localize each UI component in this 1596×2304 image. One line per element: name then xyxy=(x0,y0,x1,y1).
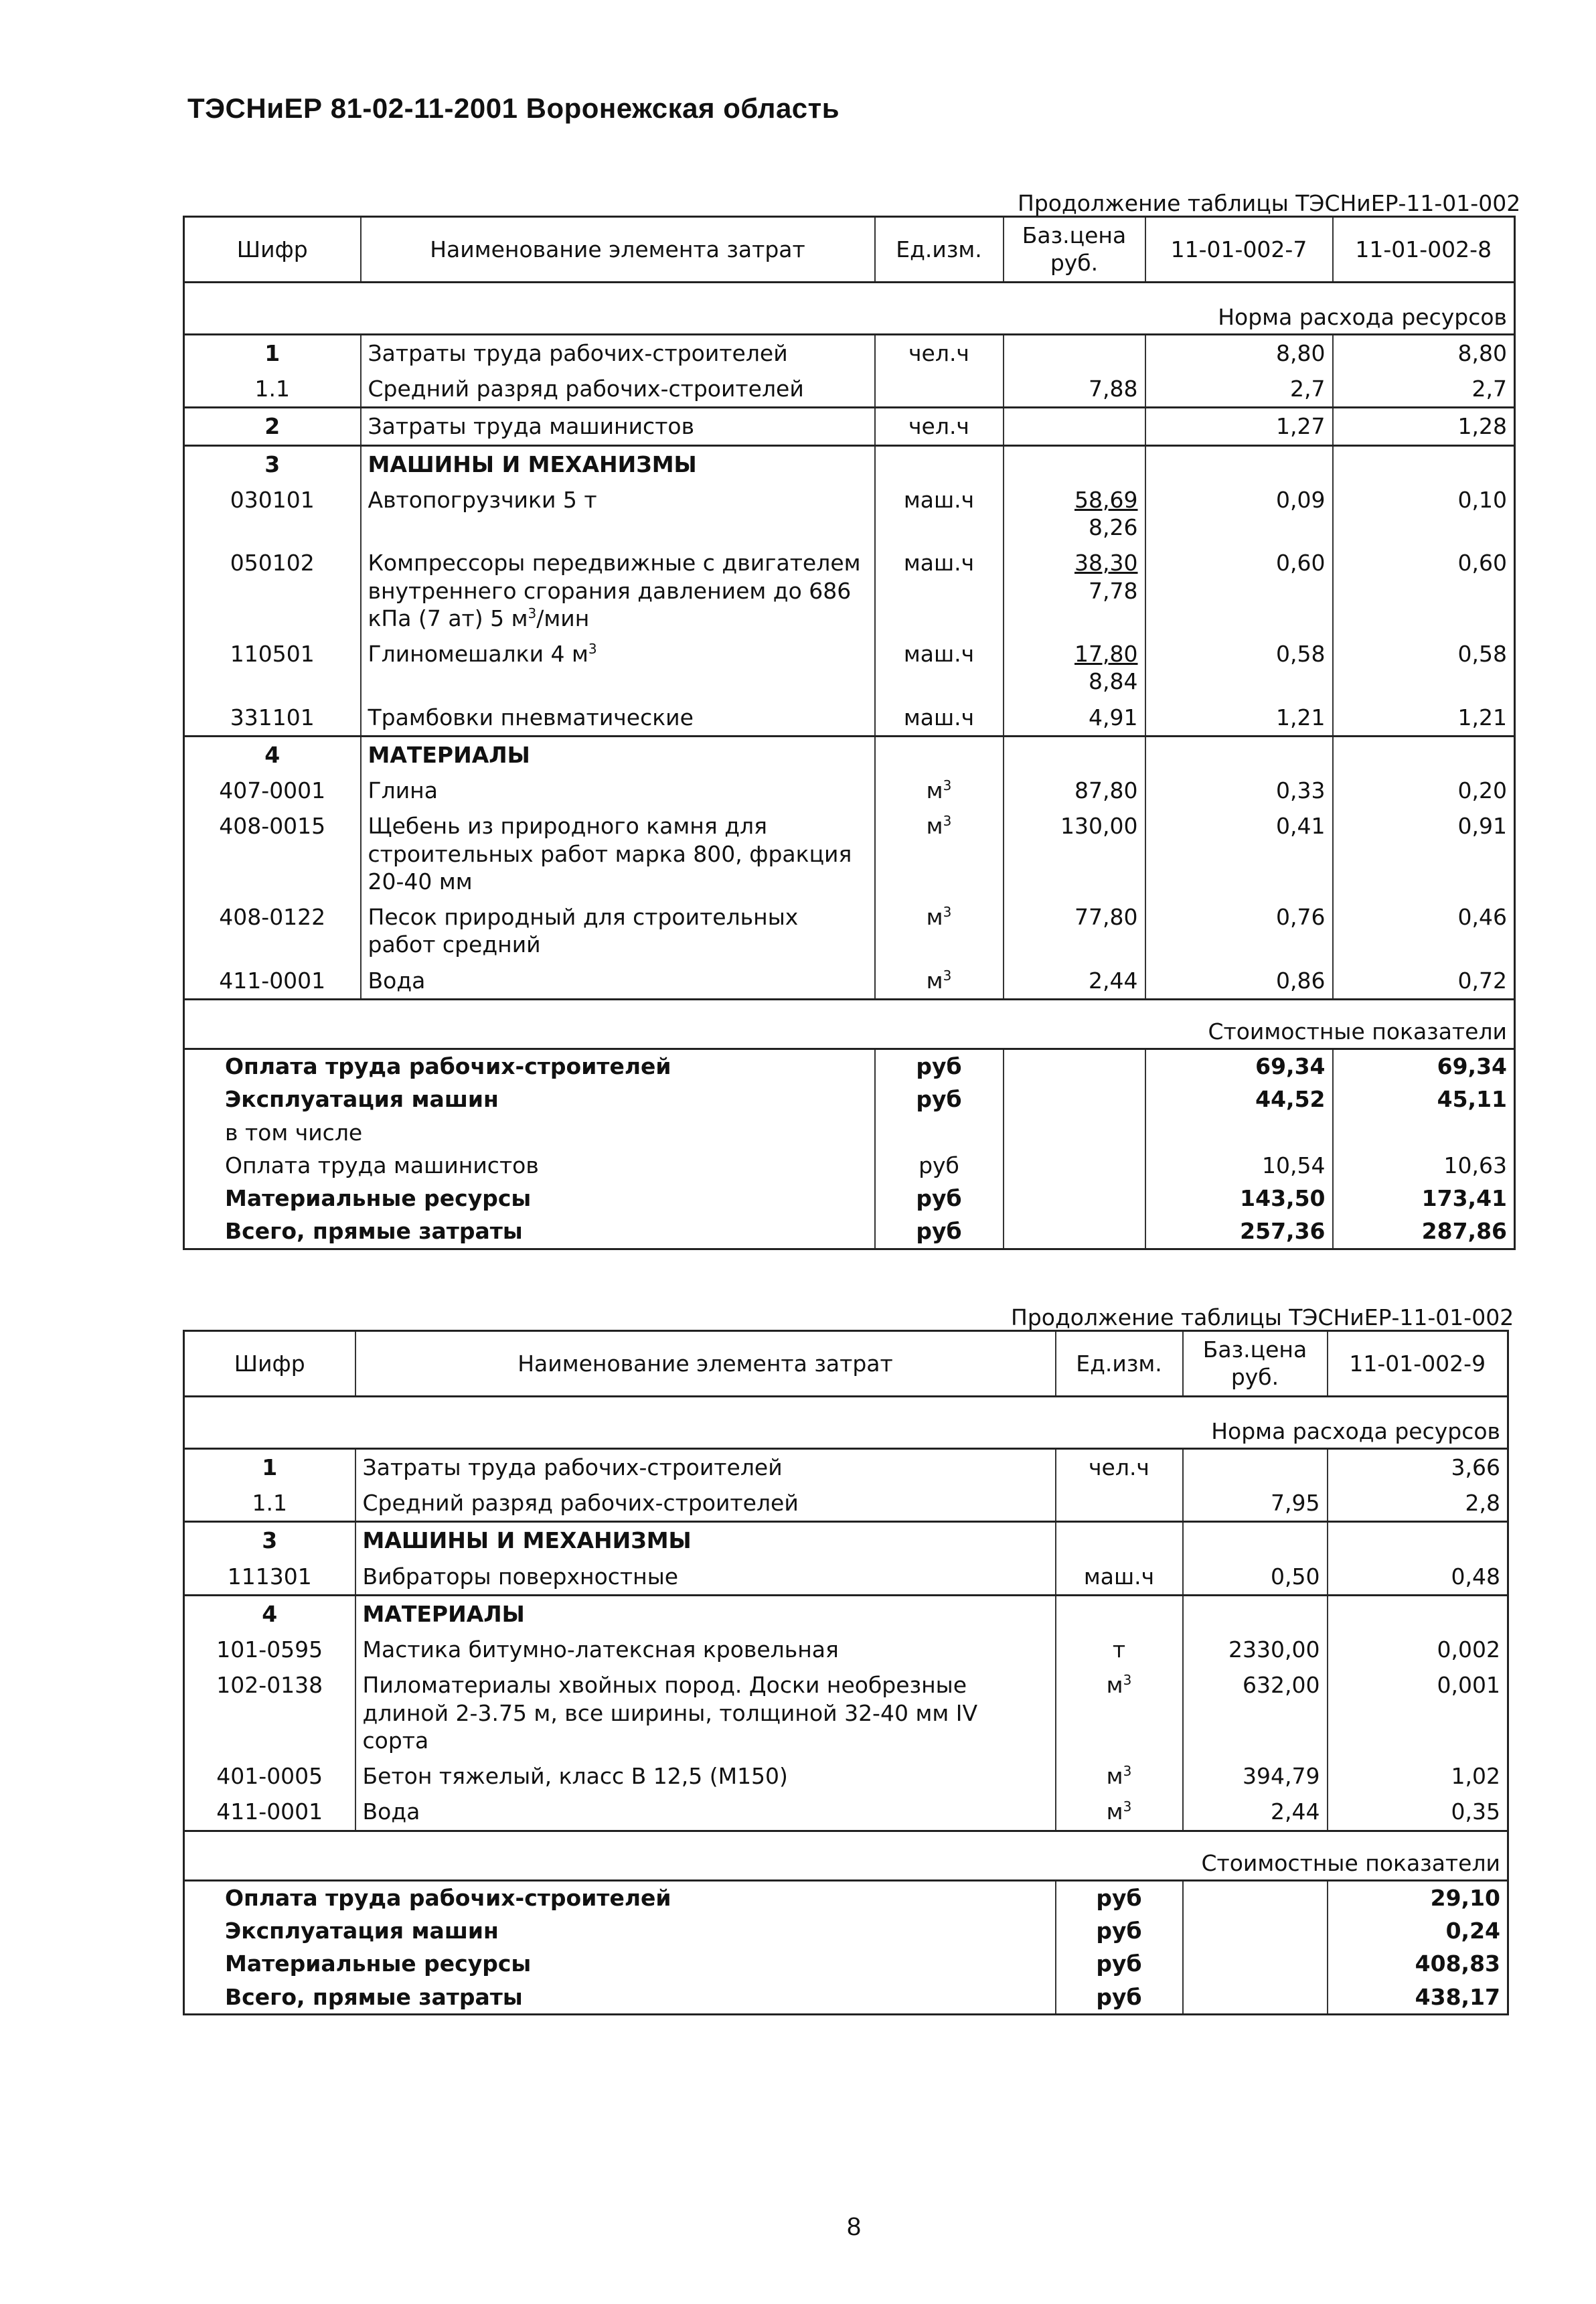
cost-value-8 xyxy=(1333,1116,1515,1149)
row-value-7: 2,7 xyxy=(1145,371,1333,408)
col-name-header: Наименование элемента затрат xyxy=(361,217,875,283)
table-row xyxy=(184,1794,1508,1831)
cost-unit: руб xyxy=(875,1049,1004,1083)
cost-row xyxy=(184,1215,1515,1249)
page-header: ТЭСНиЕР 81-02-11-2001 Воронежская область xyxy=(187,92,840,124)
norm-label: Норма расхода ресурсов xyxy=(184,282,1515,334)
row-value-8: 1,28 xyxy=(1457,413,1507,440)
row-price: 4,91 xyxy=(1004,700,1145,737)
cost-value-7: 257,36 xyxy=(1145,1215,1333,1249)
cost-value-8: 287,86 xyxy=(1421,1218,1507,1245)
row-unit: чел.ч xyxy=(875,334,1004,371)
row-name: Пиломатериалы хвойных пород. Доски необрезные длиной 2-3.75 м, все ширины, толщиной 32-40 мм IV сорта xyxy=(355,1667,1056,1758)
row-value-9: 3,66 xyxy=(1451,1454,1500,1480)
cost-label: Стоимостные показатели xyxy=(184,1831,1508,1880)
row-value-7: 0,60 xyxy=(1145,545,1333,636)
col-code-header: Шифр xyxy=(184,1331,355,1397)
row-name: Трамбовки пневматические xyxy=(361,700,875,737)
cost-value-7 xyxy=(1145,1116,1333,1149)
table1-continuation-note: Продолжение таблицы ТЭСНиЕР-11-01-002 xyxy=(1018,190,1521,216)
cost-row xyxy=(184,1914,1508,1947)
row-unit xyxy=(1056,1485,1183,1522)
table1 xyxy=(183,216,1516,1250)
row-unit: чел.ч xyxy=(875,408,1004,445)
row-name: Автопогрузчики 5 т xyxy=(361,482,875,546)
table-row xyxy=(184,773,1515,808)
row-name: Мастика битумно-латексная кровельная xyxy=(355,1632,1056,1667)
cost-label-cell: Всего, прямые затраты xyxy=(184,1981,1056,2015)
row-name: Затраты труда машинистов xyxy=(361,408,875,445)
table-row xyxy=(184,899,1515,963)
row-code: 411-0001 xyxy=(184,1794,355,1831)
cost-unit: руб xyxy=(1056,1880,1183,1914)
section-code: 4 xyxy=(184,1595,355,1632)
section-title: МАШИНЫ И МЕХАНИЗМЫ xyxy=(355,1522,1056,1559)
row-name: Глиномешалки 4 $м^3$ xyxy=(361,636,875,700)
row-name: Щебень из природного камня для строительных работ марка 800, фракция 20-40 мм xyxy=(361,808,875,899)
table-row xyxy=(184,371,1515,408)
cost-row xyxy=(184,1981,1508,2015)
row-unit: маш.ч xyxy=(1056,1559,1183,1596)
row-value-8: 0,72 xyxy=(1333,963,1515,1000)
table1-header-row xyxy=(184,217,1515,283)
row-price xyxy=(1004,408,1145,445)
row-unit: маш.ч xyxy=(875,700,1004,737)
table1-norm-row xyxy=(184,282,1515,334)
row-value-8: 0,20 xyxy=(1457,777,1507,803)
row-price: 17,80 8,84 xyxy=(1004,636,1145,700)
cost-row xyxy=(184,1947,1508,1980)
row-price: 2330,00 xyxy=(1183,1632,1328,1667)
norm-label: Норма расхода ресурсов xyxy=(184,1396,1508,1448)
cost-unit: руб xyxy=(1056,1981,1183,2015)
cost-row xyxy=(184,1149,1515,1182)
cost-label: Стоимостные показатели xyxy=(184,999,1515,1049)
table2-header-row xyxy=(184,1331,1508,1397)
row-code: 050102 xyxy=(184,545,361,636)
row-value-7: 0,76 xyxy=(1145,899,1333,963)
cost-value-9: 29,10 xyxy=(1430,1884,1500,1911)
row-value-7: 0,09 xyxy=(1145,482,1333,546)
row-unit: чел.ч xyxy=(1056,1448,1183,1485)
table-row xyxy=(184,1559,1508,1596)
cost-unit: руб xyxy=(1056,1947,1183,1980)
row-name: Бетон тяжелый, класс В 12,5 (М150) xyxy=(355,1758,1056,1794)
cost-row xyxy=(184,1083,1515,1116)
cost-row xyxy=(184,1116,1515,1149)
table-row xyxy=(184,1632,1508,1667)
row-price: 632,00 xyxy=(1183,1667,1328,1758)
row-price: 7,88 xyxy=(1004,371,1145,408)
table-row xyxy=(184,334,1515,371)
table-row xyxy=(184,1758,1508,1794)
cost-label-cell: Эксплуатация машин xyxy=(184,1914,1056,1947)
cost-value-7: 10,54 xyxy=(1145,1149,1333,1182)
row-unit: маш.ч xyxy=(875,482,1004,546)
row-price: 2,44 xyxy=(1183,1794,1328,1831)
row-value-7: 8,80 xyxy=(1145,334,1333,371)
row-value-7: 1,21 xyxy=(1145,700,1333,737)
row-price: 130,00 xyxy=(1004,808,1145,899)
row-price: 77,80 xyxy=(1004,899,1145,963)
row-code: 331101 xyxy=(184,700,361,737)
row-price: 394,79 xyxy=(1183,1758,1328,1794)
section-title: МАШИНЫ И МЕХАНИЗМЫ xyxy=(361,445,875,482)
row-unit: маш.ч xyxy=(875,636,1004,700)
row-code: 110501 xyxy=(184,636,361,700)
row-name: Средний разряд рабочих-строителей xyxy=(355,1485,1056,1522)
section-title: МАТЕРИАЛЫ xyxy=(355,1595,1056,1632)
row-value-9: 0,001 xyxy=(1437,1672,1500,1699)
cost-value-7: 44,52 xyxy=(1145,1083,1333,1116)
row-code: 411-0001 xyxy=(184,963,361,1000)
cost-label-cell: Всего, прямые затраты xyxy=(184,1215,875,1249)
cost-row xyxy=(184,1182,1515,1215)
cost-value-8: 69,34 xyxy=(1437,1053,1507,1079)
table-row xyxy=(184,1448,1508,1485)
row-unit: $м^3$ xyxy=(875,963,1004,1000)
table-row xyxy=(184,700,1515,737)
row-code: 030101 xyxy=(184,482,361,546)
row-value-7: 0,58 xyxy=(1145,636,1333,700)
table-row xyxy=(184,545,1515,636)
row-code: 1 xyxy=(184,1448,355,1485)
row-code: 408-0015 xyxy=(184,808,361,899)
row-unit: $м^3$ xyxy=(1056,1794,1183,1831)
row-price: 2,44 xyxy=(1004,963,1145,1000)
row-value-9: 2,8 xyxy=(1465,1490,1500,1516)
cost-unit xyxy=(875,1116,1004,1149)
table1-cost-label-row xyxy=(184,999,1515,1049)
row-price xyxy=(1183,1448,1328,1485)
section-code: 3 xyxy=(184,445,361,482)
row-value-9: 0,002 xyxy=(1437,1636,1500,1663)
row-code: 1.1 xyxy=(184,371,361,408)
row-value-9: 0,35 xyxy=(1328,1794,1508,1831)
cost-unit: руб xyxy=(1056,1914,1183,1947)
row-unit: $м^3$ xyxy=(875,899,1004,963)
col-code-header: Шифр xyxy=(184,217,361,283)
col-11-01-002-7-header: 11-01-002-7 xyxy=(1145,217,1333,283)
table-row xyxy=(184,808,1515,899)
section-title: МАТЕРИАЛЫ xyxy=(361,736,875,773)
row-unit: $м^3$ xyxy=(1056,1667,1183,1758)
row-code: 1.1 xyxy=(184,1485,355,1522)
row-name: Песок природный для строительных работ средний xyxy=(361,899,875,963)
row-value-8: 0,91 xyxy=(1457,813,1507,840)
cost-row xyxy=(184,1880,1508,1914)
row-code: 102-0138 xyxy=(184,1667,355,1758)
cost-value-9: 438,17 xyxy=(1415,1983,1500,2010)
row-price: 0,50 xyxy=(1183,1559,1328,1596)
row-value-8: 1,21 xyxy=(1457,704,1507,731)
row-value-7: 0,33 xyxy=(1145,773,1333,808)
section-row xyxy=(184,1522,1508,1559)
col-unit-header: Ед.изм. xyxy=(1056,1331,1183,1397)
row-value-8: 0,10 xyxy=(1457,486,1507,513)
row-value-7: 1,27 xyxy=(1145,408,1333,445)
row-unit: $м^3$ xyxy=(875,773,1004,808)
table-row xyxy=(184,1667,1508,1758)
row-price: 38,30 7,78 xyxy=(1004,545,1145,636)
row-code: 401-0005 xyxy=(184,1758,355,1794)
cost-label-cell: Материальные ресурсы xyxy=(184,1947,1056,1980)
table-row xyxy=(184,636,1515,700)
cost-value-8: 173,41 xyxy=(1421,1185,1507,1211)
table2-norm-row xyxy=(184,1396,1508,1448)
section-row xyxy=(184,445,1515,482)
row-value-8: 0,60 xyxy=(1457,550,1507,577)
row-unit: $м^3$ xyxy=(875,808,1004,899)
cost-value-7: 69,34 xyxy=(1145,1049,1333,1083)
row-name: Глина xyxy=(361,773,875,808)
row-value-7: 0,41 xyxy=(1145,808,1333,899)
row-unit: $м^3$ xyxy=(1056,1758,1183,1794)
cost-unit: руб xyxy=(875,1149,1004,1182)
row-price: 87,80 xyxy=(1004,773,1145,808)
row-value-9: 0,48 xyxy=(1451,1563,1500,1590)
col-unit-header: Ед.изм. xyxy=(875,217,1004,283)
section-row xyxy=(184,1595,1508,1632)
page-number: 8 xyxy=(847,2213,862,2241)
row-value-8: 2,7 xyxy=(1471,376,1507,402)
table2-cost-label-row xyxy=(184,1831,1508,1880)
cost-label-cell: Оплата труда рабочих-строителей xyxy=(184,1049,875,1083)
row-name: Затраты труда рабочих-строителей xyxy=(361,334,875,371)
row-price: 58,69 8,26 xyxy=(1004,482,1145,546)
row-value-7: 0,86 xyxy=(1145,963,1333,1000)
cost-label-cell: Оплата труда машинистов xyxy=(184,1149,875,1182)
table-row xyxy=(184,963,1515,1000)
cost-unit: руб xyxy=(875,1182,1004,1215)
table2 xyxy=(183,1330,1509,2015)
cost-label-cell: Оплата труда рабочих-строителей xyxy=(184,1880,1056,1914)
col-price-header: Баз.цена руб. xyxy=(1183,1331,1328,1397)
row-unit: маш.ч xyxy=(875,545,1004,636)
row-value-9: 1,02 xyxy=(1451,1763,1500,1789)
row-value-8: 8,80 xyxy=(1457,339,1507,366)
table-row xyxy=(184,408,1515,445)
section-code: 3 xyxy=(184,1522,355,1559)
table-row xyxy=(184,1485,1508,1522)
row-name: Вода xyxy=(361,963,875,1000)
col-11-01-002-9-header: 11-01-002-9 xyxy=(1328,1331,1508,1397)
table2-continuation-note: Продолжение таблицы ТЭСНиЕР-11-01-002 xyxy=(1011,1304,1514,1330)
row-code: 111301 xyxy=(184,1559,355,1596)
row-code: 408-0122 xyxy=(184,899,361,963)
cost-unit: руб xyxy=(875,1215,1004,1249)
col-11-01-002-8-header: 11-01-002-8 xyxy=(1333,217,1515,283)
col-name-header: Наименование элемента затрат xyxy=(355,1331,1056,1397)
section-row xyxy=(184,736,1515,773)
cost-label-cell: Материальные ресурсы xyxy=(184,1182,875,1215)
row-code: 101-0595 xyxy=(184,1632,355,1667)
cost-unit: руб xyxy=(875,1083,1004,1116)
row-name: Вибраторы поверхностные xyxy=(355,1559,1056,1596)
cost-row xyxy=(184,1049,1515,1083)
row-code: 407-0001 xyxy=(184,773,361,808)
row-price xyxy=(1004,334,1145,371)
cost-value-8: 45,11 xyxy=(1437,1086,1507,1113)
cost-label-cell: в том числе xyxy=(184,1116,875,1149)
row-value-8: 0,58 xyxy=(1457,641,1507,667)
col-price-header: Баз.цена руб. xyxy=(1004,217,1145,283)
cost-value-8: 10,63 xyxy=(1443,1152,1507,1178)
cost-value-7: 143,50 xyxy=(1145,1182,1333,1215)
table-row xyxy=(184,482,1515,546)
cost-value-9: 0,24 xyxy=(1445,1918,1500,1944)
section-code: 4 xyxy=(184,736,361,773)
row-name: Компрессоры передвижные с двигателем внутреннего сгорания давлением до 686 кПа (7 ат) 5 $м^3$/мин xyxy=(361,545,875,636)
cost-value-9: 408,83 xyxy=(1415,1950,1500,1977)
row-price: 7,95 xyxy=(1183,1485,1328,1522)
row-unit xyxy=(875,371,1004,408)
cost-label-cell: Эксплуатация машин xyxy=(184,1083,875,1116)
row-code: 1 xyxy=(184,334,361,371)
row-value-8: 0,46 xyxy=(1457,904,1507,930)
row-name: Затраты труда рабочих-строителей xyxy=(355,1448,1056,1485)
row-name: Вода xyxy=(355,1794,1056,1831)
row-name: Средний разряд рабочих-строителей xyxy=(361,371,875,408)
row-code: 2 xyxy=(184,408,361,445)
row-unit: т xyxy=(1056,1632,1183,1667)
